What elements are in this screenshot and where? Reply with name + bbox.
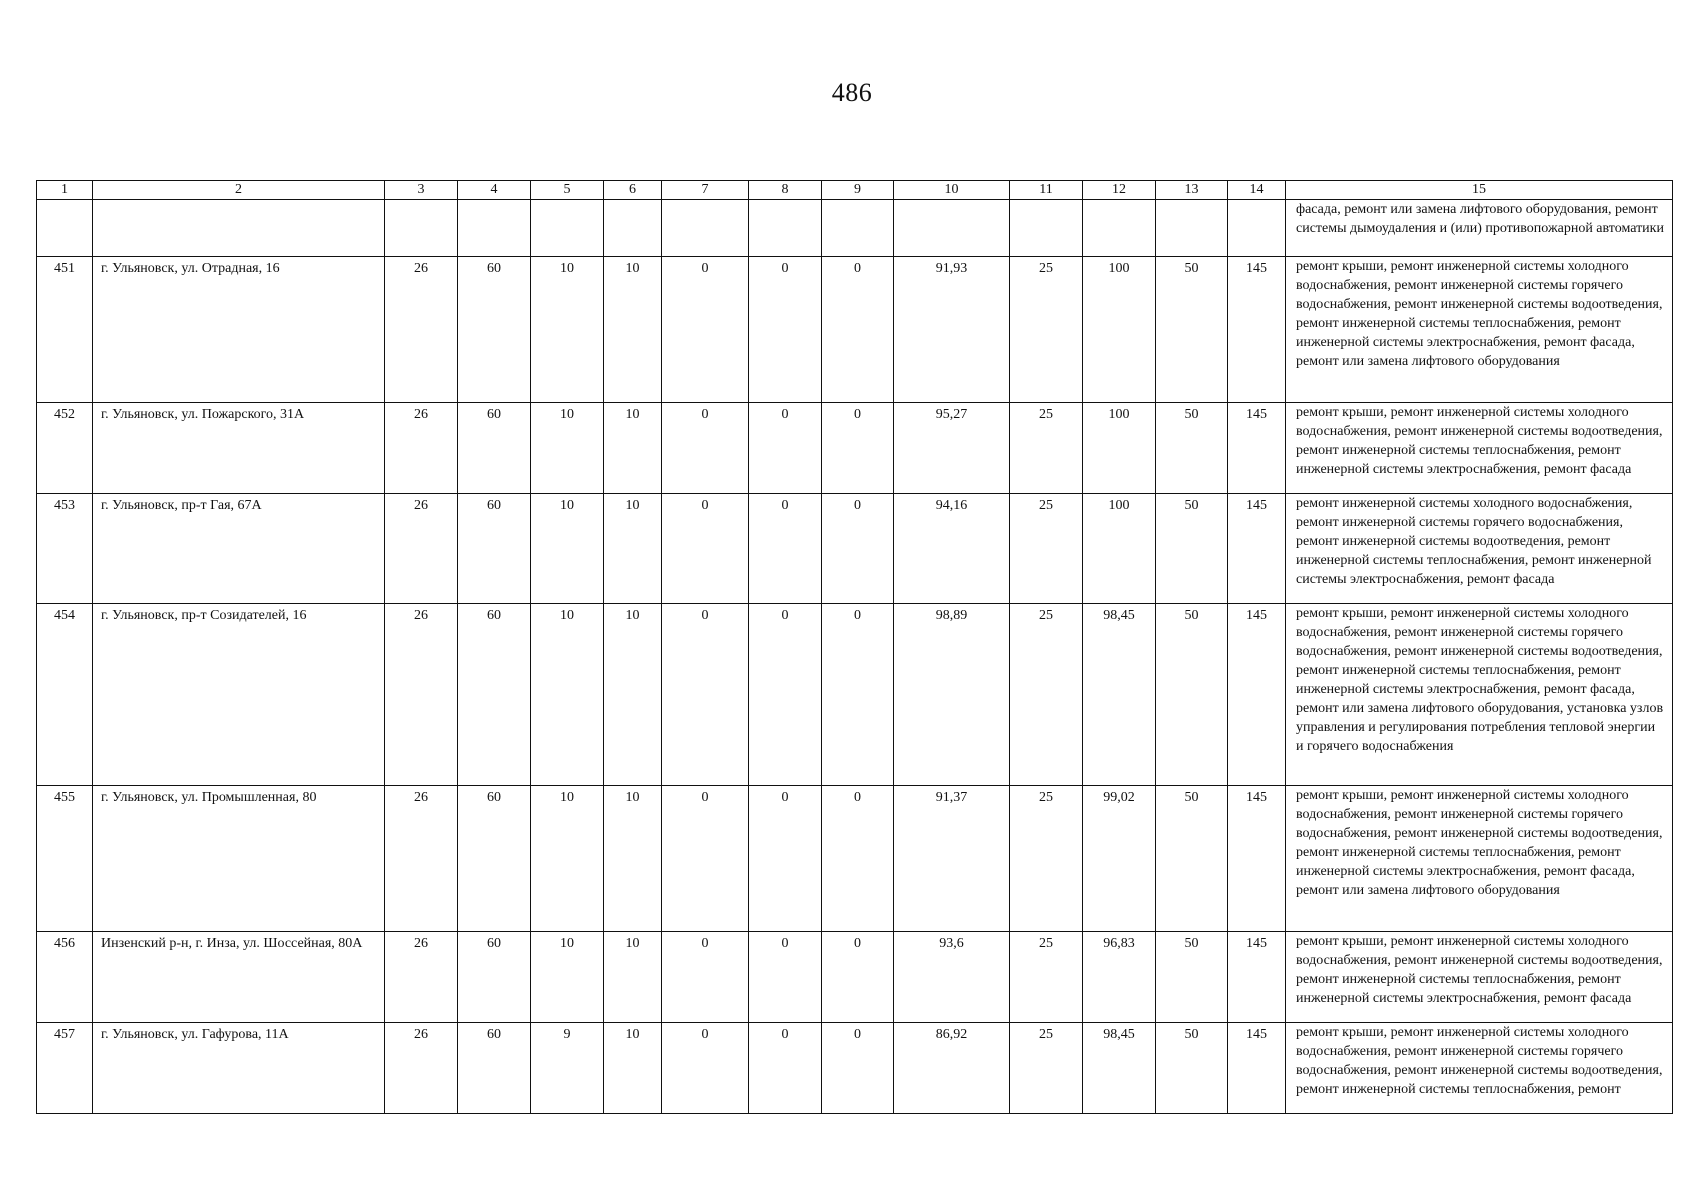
value-cell: 0 (822, 494, 894, 604)
value-cell: 94,16 (894, 494, 1010, 604)
value-cell: 145 (1228, 257, 1286, 403)
column-header: 2 (93, 181, 385, 200)
table-row (37, 786, 1673, 932)
repair-program-table (36, 180, 1673, 1114)
column-header: 13 (1156, 181, 1228, 200)
row-number-cell: 457 (37, 1023, 93, 1114)
value-cell: 145 (1228, 403, 1286, 494)
table-row (37, 1023, 1673, 1114)
column-header: 11 (1010, 181, 1083, 200)
table-row (37, 604, 1673, 786)
value-cell: 10 (604, 1023, 662, 1114)
value-cell: 10 (531, 257, 604, 403)
value-cell: 10 (604, 932, 662, 1023)
works-list-cell: ремонт крыши, ремонт инженерной системы холодного водоснабжения, ремонт инженерной системы водоотведения, ремонт инженерной системы теплоснабжения, ремонт инженерной системы электроснабжения, ремонт фасада (1286, 403, 1673, 494)
row-number-cell: 455 (37, 786, 93, 932)
value-cell: 0 (662, 403, 749, 494)
value-cell: 100 (1083, 257, 1156, 403)
value-cell: 10 (604, 604, 662, 786)
value-cell: 0 (749, 494, 822, 604)
value-cell: 60 (458, 403, 531, 494)
value-cell: 50 (1156, 932, 1228, 1023)
value-cell (604, 200, 662, 257)
value-cell (458, 200, 531, 257)
value-cell: 98,89 (894, 604, 1010, 786)
column-number-row (37, 181, 1673, 200)
value-cell: 25 (1010, 494, 1083, 604)
value-cell: 0 (822, 604, 894, 786)
value-cell: 93,6 (894, 932, 1010, 1023)
column-header: 14 (1228, 181, 1286, 200)
value-cell: 26 (385, 403, 458, 494)
value-cell: 10 (604, 786, 662, 932)
value-cell: 86,92 (894, 1023, 1010, 1114)
value-cell: 26 (385, 257, 458, 403)
value-cell: 145 (1228, 786, 1286, 932)
value-cell: 10 (531, 604, 604, 786)
works-list-cell: ремонт крыши, ремонт инженерной системы холодного водоснабжения, ремонт инженерной системы горячего водоснабжения, ремонт инженерной системы водоотведения, ремонт инженерной системы теплоснабжения, ремонт инженерной системы электроснабжения, ремонт фасада, ремонт или замена лифтового оборудования (1286, 257, 1673, 403)
value-cell: 26 (385, 932, 458, 1023)
column-header: 1 (37, 181, 93, 200)
value-cell: 50 (1156, 494, 1228, 604)
value-cell (662, 200, 749, 257)
row-number-cell: 454 (37, 604, 93, 786)
row-number-cell: 451 (37, 257, 93, 403)
value-cell: 26 (385, 786, 458, 932)
value-cell: 60 (458, 257, 531, 403)
value-cell: 25 (1010, 1023, 1083, 1114)
value-cell: 100 (1083, 494, 1156, 604)
value-cell (1010, 200, 1083, 257)
table-row (37, 403, 1673, 494)
value-cell: 98,45 (1083, 604, 1156, 786)
value-cell: 0 (662, 1023, 749, 1114)
value-cell: 25 (1010, 604, 1083, 786)
value-cell (1156, 200, 1228, 257)
value-cell: 50 (1156, 604, 1228, 786)
value-cell: 0 (749, 604, 822, 786)
value-cell: 10 (531, 403, 604, 494)
works-list-cell: ремонт инженерной системы холодного водоснабжения, ремонт инженерной системы горячего водоснабжения, ремонт инженерной системы водоотведения, ремонт инженерной системы теплоснабжения, ремонт инженерной системы электроснабжения, ремонт фасада (1286, 494, 1673, 604)
column-header: 12 (1083, 181, 1156, 200)
row-number-cell: 452 (37, 403, 93, 494)
column-header: 3 (385, 181, 458, 200)
works-list-cell: ремонт крыши, ремонт инженерной системы холодного водоснабжения, ремонт инженерной системы горячего водоснабжения, ремонт инженерной системы водоотведения, ремонт инженерной системы теплоснабжения, ремонт инженерной системы электроснабжения, ремонт фасада, ремонт или замена лифтового оборудования, установка узлов управления и регулирования потребления тепловой энергии и горячего водоснабжения (1286, 604, 1673, 786)
address-cell (93, 200, 385, 257)
value-cell: 26 (385, 1023, 458, 1114)
value-cell: 50 (1156, 403, 1228, 494)
value-cell: 10 (604, 403, 662, 494)
value-cell: 25 (1010, 257, 1083, 403)
value-cell: 0 (822, 932, 894, 1023)
value-cell: 95,27 (894, 403, 1010, 494)
value-cell (749, 200, 822, 257)
value-cell: 0 (662, 494, 749, 604)
value-cell: 60 (458, 494, 531, 604)
column-header: 6 (604, 181, 662, 200)
value-cell: 60 (458, 1023, 531, 1114)
column-header: 15 (1286, 181, 1673, 200)
value-cell: 91,37 (894, 786, 1010, 932)
column-header: 9 (822, 181, 894, 200)
address-cell: г. Ульяновск, ул. Промышленная, 80 (93, 786, 385, 932)
value-cell: 50 (1156, 257, 1228, 403)
page-number: 486 (831, 78, 873, 107)
value-cell: 25 (1010, 403, 1083, 494)
value-cell: 0 (749, 1023, 822, 1114)
value-cell: 26 (385, 604, 458, 786)
value-cell: 25 (1010, 786, 1083, 932)
works-list-cell: ремонт крыши, ремонт инженерной системы холодного водоснабжения, ремонт инженерной системы горячего водоснабжения, ремонт инженерной системы водоотведения, ремонт инженерной системы теплоснабжения, ремонт (1286, 1023, 1673, 1114)
value-cell: 50 (1156, 786, 1228, 932)
value-cell: 10 (531, 932, 604, 1023)
value-cell: 98,45 (1083, 1023, 1156, 1114)
column-header: 7 (662, 181, 749, 200)
value-cell: 91,93 (894, 257, 1010, 403)
value-cell: 96,83 (1083, 932, 1156, 1023)
value-cell: 145 (1228, 1023, 1286, 1114)
value-cell: 26 (385, 494, 458, 604)
value-cell: 145 (1228, 604, 1286, 786)
value-cell: 60 (458, 932, 531, 1023)
value-cell: 0 (822, 257, 894, 403)
works-list-cell: фасада, ремонт или замена лифтового оборудования, ремонт системы дымоудаления и (или) противопожарной автоматики (1286, 200, 1673, 257)
row-number-cell: 453 (37, 494, 93, 604)
address-cell: г. Ульяновск, пр-т Гая, 67А (93, 494, 385, 604)
works-list-cell: ремонт крыши, ремонт инженерной системы холодного водоснабжения, ремонт инженерной системы водоотведения, ремонт инженерной системы теплоснабжения, ремонт инженерной системы электроснабжения, ремонт фасада (1286, 932, 1673, 1023)
value-cell: 100 (1083, 403, 1156, 494)
column-header: 8 (749, 181, 822, 200)
value-cell: 50 (1156, 1023, 1228, 1114)
column-header: 10 (894, 181, 1010, 200)
value-cell: 10 (531, 786, 604, 932)
value-cell: 10 (604, 494, 662, 604)
value-cell: 0 (749, 257, 822, 403)
value-cell: 60 (458, 786, 531, 932)
value-cell: 0 (822, 403, 894, 494)
value-cell: 10 (531, 494, 604, 604)
value-cell: 0 (662, 786, 749, 932)
value-cell (822, 200, 894, 257)
value-cell: 0 (662, 257, 749, 403)
value-cell (1083, 200, 1156, 257)
value-cell: 0 (749, 786, 822, 932)
column-header: 5 (531, 181, 604, 200)
address-cell: г. Ульяновск, ул. Отрадная, 16 (93, 257, 385, 403)
value-cell: 145 (1228, 932, 1286, 1023)
address-cell: г. Ульяновск, ул. Пожарского, 31А (93, 403, 385, 494)
column-header: 4 (458, 181, 531, 200)
value-cell: 0 (662, 932, 749, 1023)
value-cell: 0 (822, 786, 894, 932)
value-cell: 0 (749, 403, 822, 494)
value-cell: 60 (458, 604, 531, 786)
value-cell: 10 (604, 257, 662, 403)
table-body (37, 200, 1673, 1114)
table-row (37, 494, 1673, 604)
value-cell: 99,02 (1083, 786, 1156, 932)
value-cell (385, 200, 458, 257)
table-row (37, 257, 1673, 403)
row-number-cell: 456 (37, 932, 93, 1023)
table-row (37, 932, 1673, 1023)
value-cell: 145 (1228, 494, 1286, 604)
value-cell: 9 (531, 1023, 604, 1114)
address-cell: г. Ульяновск, ул. Гафурова, 11А (93, 1023, 385, 1114)
value-cell: 0 (662, 604, 749, 786)
value-cell (1228, 200, 1286, 257)
table-row (37, 200, 1673, 257)
value-cell: 0 (749, 932, 822, 1023)
value-cell (531, 200, 604, 257)
row-number-cell (37, 200, 93, 257)
value-cell: 0 (822, 1023, 894, 1114)
address-cell: Инзенский р-н, г. Инза, ул. Шоссейная, 80А (93, 932, 385, 1023)
value-cell (894, 200, 1010, 257)
address-cell: г. Ульяновск, пр-т Созидателей, 16 (93, 604, 385, 786)
works-list-cell: ремонт крыши, ремонт инженерной системы холодного водоснабжения, ремонт инженерной системы горячего водоснабжения, ремонт инженерной системы водоотведения, ремонт инженерной системы теплоснабжения, ремонт инженерной системы электроснабжения, ремонт фасада, ремонт или замена лифтового оборудования (1286, 786, 1673, 932)
value-cell: 25 (1010, 932, 1083, 1023)
